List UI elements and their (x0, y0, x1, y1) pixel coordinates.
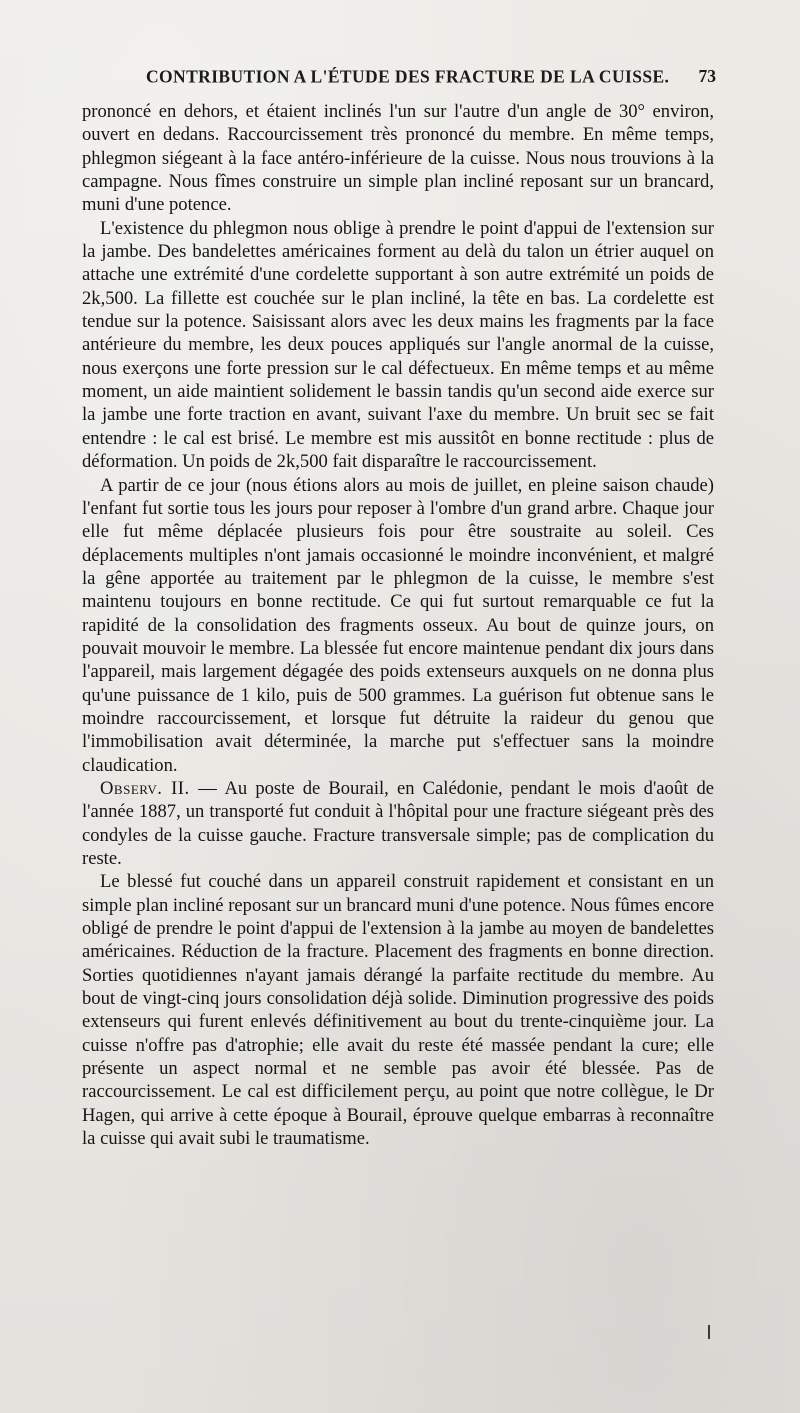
paragraph-continuation: prononcé en dehors, et étaient inclinés l'un sur l'autre d'un angle de 30° environ, ouvert en dedans. Raccourcissement très prononcé du membre. En même temps, phlegmon siégeant à la face antéro-inférieure de la cuisse. Nous nous trouvions à la campagne. Nous fîmes construire un simple plan incliné reposant sur un brancard, muni d'une potence. (82, 101, 714, 216)
running-title: CONTRIBUTION A L'ÉTUDE DES FRACTURE DE LA CUISSE. (146, 65, 670, 87)
page-number: 73 (698, 66, 716, 86)
observation-label: Observ. II. — (100, 777, 218, 799)
paragraph-treatment: Le blessé fut couché dans un appareil construit rapidement et consistant en un simple plan incliné reposant sur un brancard muni d'une potence. Nous fûmes encore obligé de prendre le point d'appui de l'extension à la jambe au moyen de bandelettes américaines. Réduction de la fracture. Placement des fragments en bonne direction. Sorties quotidiennes n'ayant jamais dérangé la parfaite rectitude du membre. Au bout de vingt-cinq jours consolidation déjà solide. Diminution progressive des poids extenseurs qui furent enlevés définitivement au bout du trente-cinquième jour. La cuisse n'offre pas d'atrophie; elle avait du reste été massée pendant la cure; elle présente un aspect normal et ne semble pas avoir été blessée. Pas de raccourcissement. Le cal est difficilement perçu, au point que notre collègue, le Dr Hagen, qui arrive à cette époque à Bourail, éprouve quelque embarras à reconnaître la cuisse qui avait subi le traumatisme. (82, 871, 714, 1150)
observation-text: Au poste de Bourail, en Calédonie, pendant le mois d'août de l'année 1887, un transporté fut conduit à l'hôpital pour une fracture siégeant près des condyles de la cuisse gauche. Fracture transversale simple; pas de complication du reste. (82, 777, 715, 869)
paragraph-extension: L'existence du phlegmon nous oblige à prendre le point d'appui de l'extension sur la jambe. Des bandelettes américaines forment au delà du talon un étrier auquel on attache une extrémité d'une cordelette supportant à son autre extrémité un poids de 2k,500. La fillette est couchée sur le plan incliné, la tête en bas. La cordelette est tendue sur la potence. Saisissant alors avec les deux mains les fragments par la face antérieure du membre, les deux pouces appliqués sur l'angle anormal de la cuisse, nous exerçons une forte pression sur le cal défectueux. En même temps et au même moment, un aide maintient solidement le bassin tandis qu'un second aide exerce sur la jambe une forte traction en avant, suivant l'axe du membre. Un bruit sec se fait entendre : le cal est brisé. Le membre est mis aussitôt en bonne rectitude : plus de déformation. Un poids de 2k,500 fait disparaître le raccourcissement. (82, 217, 714, 473)
body-text (82, 100, 714, 1150)
paragraph-observation-2 (82, 777, 714, 870)
running-header (84, 66, 714, 92)
paragraph-consolidation: A partir de ce jour (nous étions alors au mois de juillet, en pleine saison chaude) l'enfant fut sortie tous les jours pour reposer à l'ombre d'un grand arbre. Chaque jour elle fut même déplacée plusieurs fois pour être soustraite au soleil. Ces déplacements multiples n'ont jamais occasionné le moindre inconvénient, et malgré la gêne apportée au traitement par le phlegmon de la cuisse, le membre s'est maintenu toujours en bonne rectitude. Ce qui fut surtout remarquable ce fut la rapidité de la consolidation des fragments osseux. Au bout de quinze jours, on pouvait mouvoir le membre. La blessée fut encore maintenue pendant dix jours dans l'appareil, mais largement dégagée des poids extenseurs auxquels on ne donna plus qu'une puissance de 1 kilo, puis de 500 grammes. La guérison fut obtenue sans le moindre raccourcissement, et lorsque fut détruite la raideur du genou que l'immobilisation avait déterminée, la marche put s'effectuer sans la moindre claudication. (82, 474, 714, 776)
scan-mark (708, 1325, 710, 1339)
